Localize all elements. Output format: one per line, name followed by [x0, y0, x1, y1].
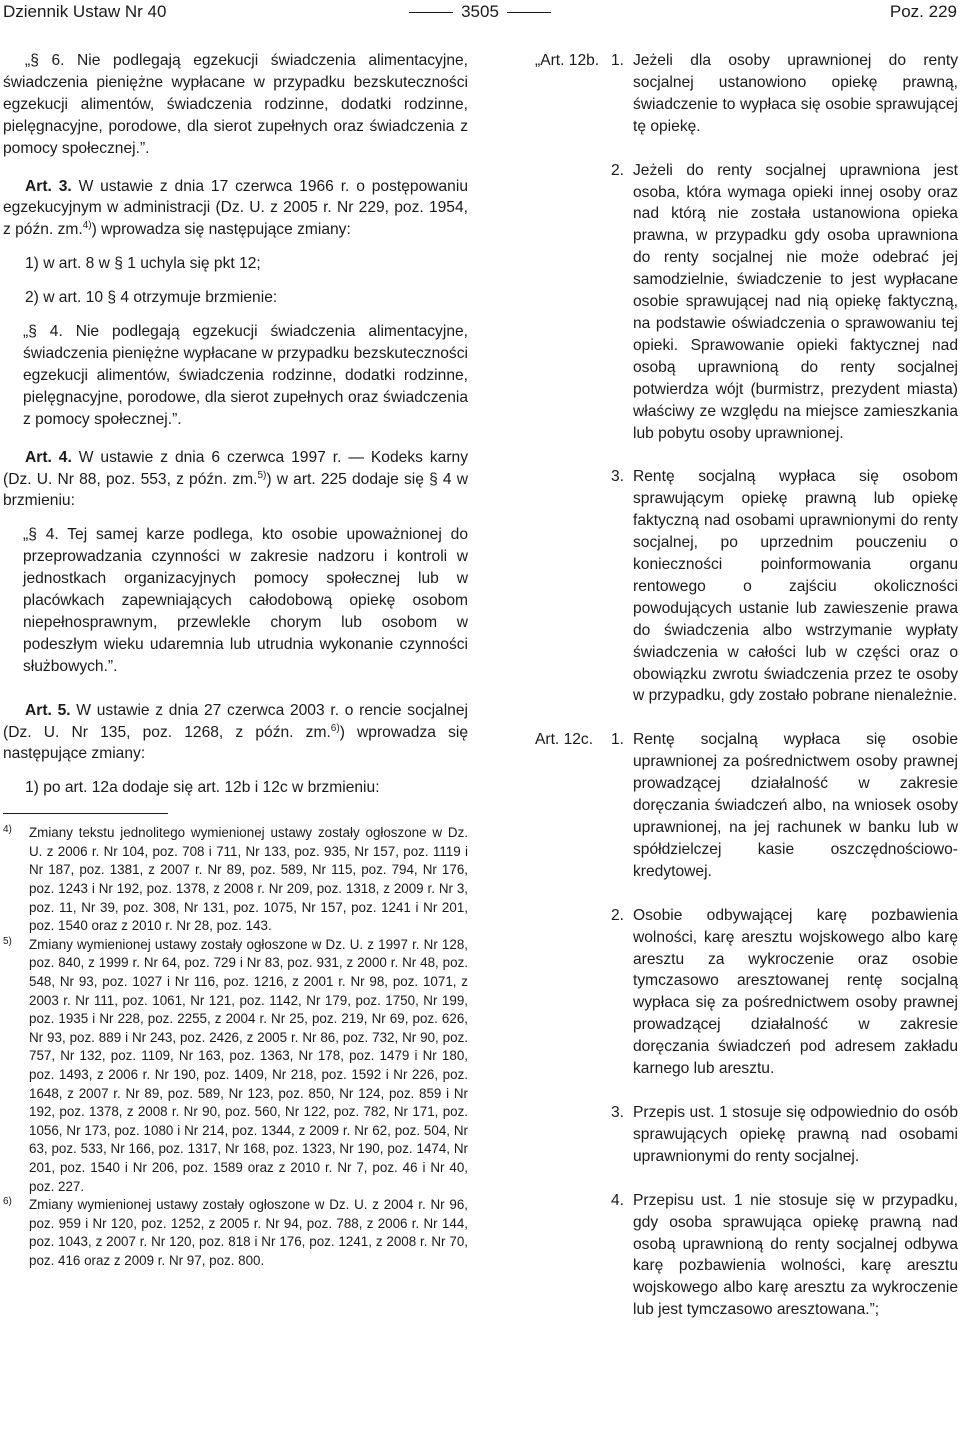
footnote: [3, 936, 468, 1196]
footnote-ref-4: 4): [82, 220, 92, 232]
page-number: 3505: [461, 2, 499, 21]
art-12b-lead: „Art. 12b.: [535, 52, 600, 69]
page-number-block: [0, 2, 960, 22]
footnote-mark: 6): [3, 1196, 12, 1208]
paragraph-6: „§ 6. Nie podlegają egzekucji świadczenia alimentacyjne, świadczenia pieniężne wypłacane w przypadku bezskuteczności egzekucji alimentów, świadczenia rodzinne, dodatki rodzinne, pielęgnacyjne, porodowe, dla sierot zupełnych oraz świadczenia z pomocy społecznej.”.: [3, 52, 468, 157]
art-12c-item-3: 3. Przepis ust. 1 stosuje się odpowiednio do osób sprawujących opiekę prawną nad osobami uprawnionymi do renty socjalnej.: [611, 1103, 958, 1165]
art-12b-item-3: 3. Rentę socjalną wypłaca się osobom sprawującym opiekę prawną lub opiekę faktyczną nad osobami uprawnionymi do renty socjalnej, po uprzednim pouczeniu o konieczności poinformowania organu rentowego o zajściu okoliczności powodujących ustanie lub zawieszenie prawa do świadczenia albo wstrzymanie wypłaty świadczenia w całości lub w części oraz o obowiązku zwrotu świadczenia przez te osoby w przypadku, gdy zostało pobrane nienależnie.: [611, 468, 958, 705]
footnote-text: Zmiany wymienionej ustawy zostały ogłoszone w Dz. U. z 2004 r. Nr 96, poz. 959 i Nr 120, poz. 1252, z 2005 r. Nr 94, poz. 788, z 2006 r. Nr 144, poz. 1043, z 2007 r. Nr 120, poz. 818 i Nr 176, poz. 1241, z 2008 r. Nr 70, poz. 416 oraz z 2009 r. Nr 97, poz. 800.: [29, 1197, 468, 1268]
art-12b-item-2: 2. Jeżeli do renty socjalnej uprawniona jest osoba, która wymaga opieki innej osoby oraz nad którą nie została ustanowiona opieka prawna, w przypadku gdy osoba uprawniona do renty socjalnej nie może odebrać jej samodzielnie, świadczenie to jest wypłacane osobie sprawującej nad nią opiekę faktyczną, na podstawie oświadczenia o sprawowaniu tej opieki. Sprawowanie opieki faktycznej nad osobą uprawnioną do renty socjalnej potwierdza wójt (burmistrz, prezydent miasta) właściwy ze względu na miejsce zamieszkania lub pobytu osoby uprawnionej.: [611, 161, 958, 442]
article-3: Art. 3. W ustawie z dnia 17 czerwca 1966 r. o postępowaniu egzekucyjnym w administracji (Dz. U. z 2005 r. Nr 229, poz. 1954, z późn. zm.$^{4)}$) wprowadza się następujące zmiany:: [3, 177, 468, 239]
footnote-ref-5: 5): [257, 469, 267, 481]
right-dash: [507, 12, 551, 13]
right-column: [508, 50, 958, 1321]
footnote-separator: [3, 813, 168, 814]
article-5-item-1: 1) po art. 12a dodaje się art. 12b i 12c w brzmieniu:: [25, 779, 380, 797]
footnote: [3, 824, 468, 936]
footnote-text: Zmiany wymienionej ustawy zostały ogłoszone w Dz. U. z 1997 r. Nr 128, poz. 840, z 1999 r. Nr 64, poz. 729 i Nr 83, poz. 931, z 2000 r. Nr 48, poz. 548, Nr 93, poz. 1027 i Nr 116, poz. 1216, z 2001 r. Nr 98, poz. 1071, z 2003 r. Nr 111, poz. 1061, Nr 121, poz. 1142, Nr 179, poz. 1750, Nr 199, poz. 1935 i Nr 228, poz. 2255, z 2004 r. Nr 25, poz. 219, Nr 69, poz. 626, Nr 93, poz. 889 i Nr 243, poz. 2426, z 2005 r. Nr 86, poz. 732, Nr 90, poz. 757, Nr 132, poz. 1109, Nr 163, poz. 1363, Nr 178, poz. 1479 i Nr 180, poz. 1493, z 2006 r. Nr 190, poz. 1409, Nr 218, poz. 1592 i Nr 226, poz. 1648, z 2007 r. Nr 89, poz. 589, Nr 123, poz. 850, Nr 124, poz. 859 i Nr 192, poz. 1378, z 2008 r. Nr 90, poz. 560, Nr 122, poz. 782, Nr 171, poz. 1056, Nr 173, poz. 1080 i Nr 214, poz. 1344, z 2009 r. Nr 62, poz. 504, Nr 63, poz. 533, Nr 166, poz. 1317, Nr 168, poz. 1323, Nr 190, poz. 1474, Nr 201, poz. 1540 i Nr 206, poz. 1589 oraz z 2010 r. Nr 7, poz. 46 i Nr 40, poz. 227.: [29, 936, 468, 1194]
position-number: Poz. 229: [889, 2, 957, 21]
art-12b-item-1: „Art. 12b. 1. Jeżeli dla osoby uprawnionej do renty socjalnej ustanowiono opiekę prawną, świadczenie to wypłaca się osobie sprawującej tę opiekę.: [535, 52, 958, 135]
footnote: [3, 1196, 468, 1270]
art-12c-item-2: 2. Osobie odbywającej karę pozbawienia wolności, karę aresztu wojskowego albo karę aresztu za wykroczenie oraz osobie tymczasowo aresztowanej rentę socjalną wypłaca się za pośrednictwem osoby prawnej prowadzącej działalność w zakresie doręczania świadczeń pod adresem zakładu karnego lub aresztu.: [611, 906, 958, 1078]
left-column: [3, 50, 468, 1271]
footnote-text: Zmiany tekstu jednolitego wymienionej ustawy zostały ogłoszone w Dz. U. z 2006 r. Nr 104, poz. 708 i 711, Nr 133, poz. 935, Nr 157, poz. 1119 i Nr 187, poz. 1381, z 2007 r. Nr 89, poz. 589, Nr 115, poz. 794, Nr 176, poz. 1243 i Nr 192, poz. 1378, z 2008 r. Nr 209, poz. 1318, z 2009 r. Nr 3, poz. 11, Nr 39, poz. 308, Nr 131, poz. 1075, Nr 157, poz. 1241 i Nr 201, poz. 1540 oraz z 2010 r. Nr 28, poz. 143.: [29, 825, 468, 934]
footnote-mark: 5): [3, 935, 12, 947]
art-12c-lead: Art. 12c.: [535, 731, 594, 749]
article-5: Art. 5. W ustawie z dnia 27 czerwca 2003 r. o rencie socjalnej (Dz. U. Nr 135, poz. 1268, z późn. zm.$^{6)}$) wprowadza się następujące zmiany:: [3, 701, 468, 763]
paragraph-4: „§ 4. Nie podlegają egzekucji świadczenia alimentacyjne, świadczenia pieniężne wypłacane w przypadku bezskuteczności egzekucji alimentów, świadczenia rodzinne, dodatki rodzinne, pielęgnacyjne, porodowe, dla sierot zupełnych oraz świadczenia z pomocy społecznej.”.: [23, 323, 468, 428]
journal-title: Dziennik Ustaw Nr 40: [3, 2, 167, 21]
article-4: Art. 4. W ustawie z dnia 6 czerwca 1997 r. — Kodeks karny (Dz. U. Nr 88, poz. 553, z późn. zm.$^{5)}$) w art. 225 dodaje się § 4 w brzmieniu:: [3, 448, 469, 510]
footnote-ref-6: 6): [330, 722, 340, 734]
article-3-item-1: 1) w art. 8 w § 1 uchyla się pkt 12;: [25, 255, 261, 273]
article-5-label: Art. 5.: [25, 701, 71, 719]
left-dash: [409, 12, 453, 13]
paragraph-4-kk: „§ 4. Tej samej karze podlega, kto osobie upoważnionej do przeprowadzania czynności w zakresie nadzoru i kontroli w jednostkach organizacyjnych pomocy społecznej lub w placówkach zapewniających całodobową opiekę osobom niepełnosprawnym, przewlekle chorym lub osobom w podeszłym wieku udaremnia lub utrudnia wykonanie czynności służbowych.”.: [23, 526, 468, 675]
article-3-item-2: 2) w art. 10 § 4 otrzymuje brzmienie:: [25, 289, 278, 307]
art-12c-item-4: 4. Przepisu ust. 1 nie stosuje się w przypadku, gdy osoba sprawująca opiekę prawną nad osobą uprawnioną do renty socjalnej odbywa karę pozbawienia wolności, karę aresztu wojskowego albo karę aresztu za wykroczenie lub jest tymczasowo aresztowana.”;: [611, 1191, 958, 1319]
article-4-label: Art. 4.: [25, 448, 72, 466]
art-12c-item-1: Art. 12c. 1. Rentę socjalną wypłaca się osobie uprawnionej za pośrednictwem osoby prawnej prowadzącej działalność w zakresie doręczania świadczeń albo, na wniosek osoby uprawnionej, na jej rachunek w banku lub w spółdzielczej kasie oszczędnościowo-kredytowej.: [535, 731, 958, 880]
page-header: [0, 0, 960, 24]
article-3-label: Art. 3.: [25, 177, 72, 195]
footnote-mark: 4): [3, 824, 12, 836]
